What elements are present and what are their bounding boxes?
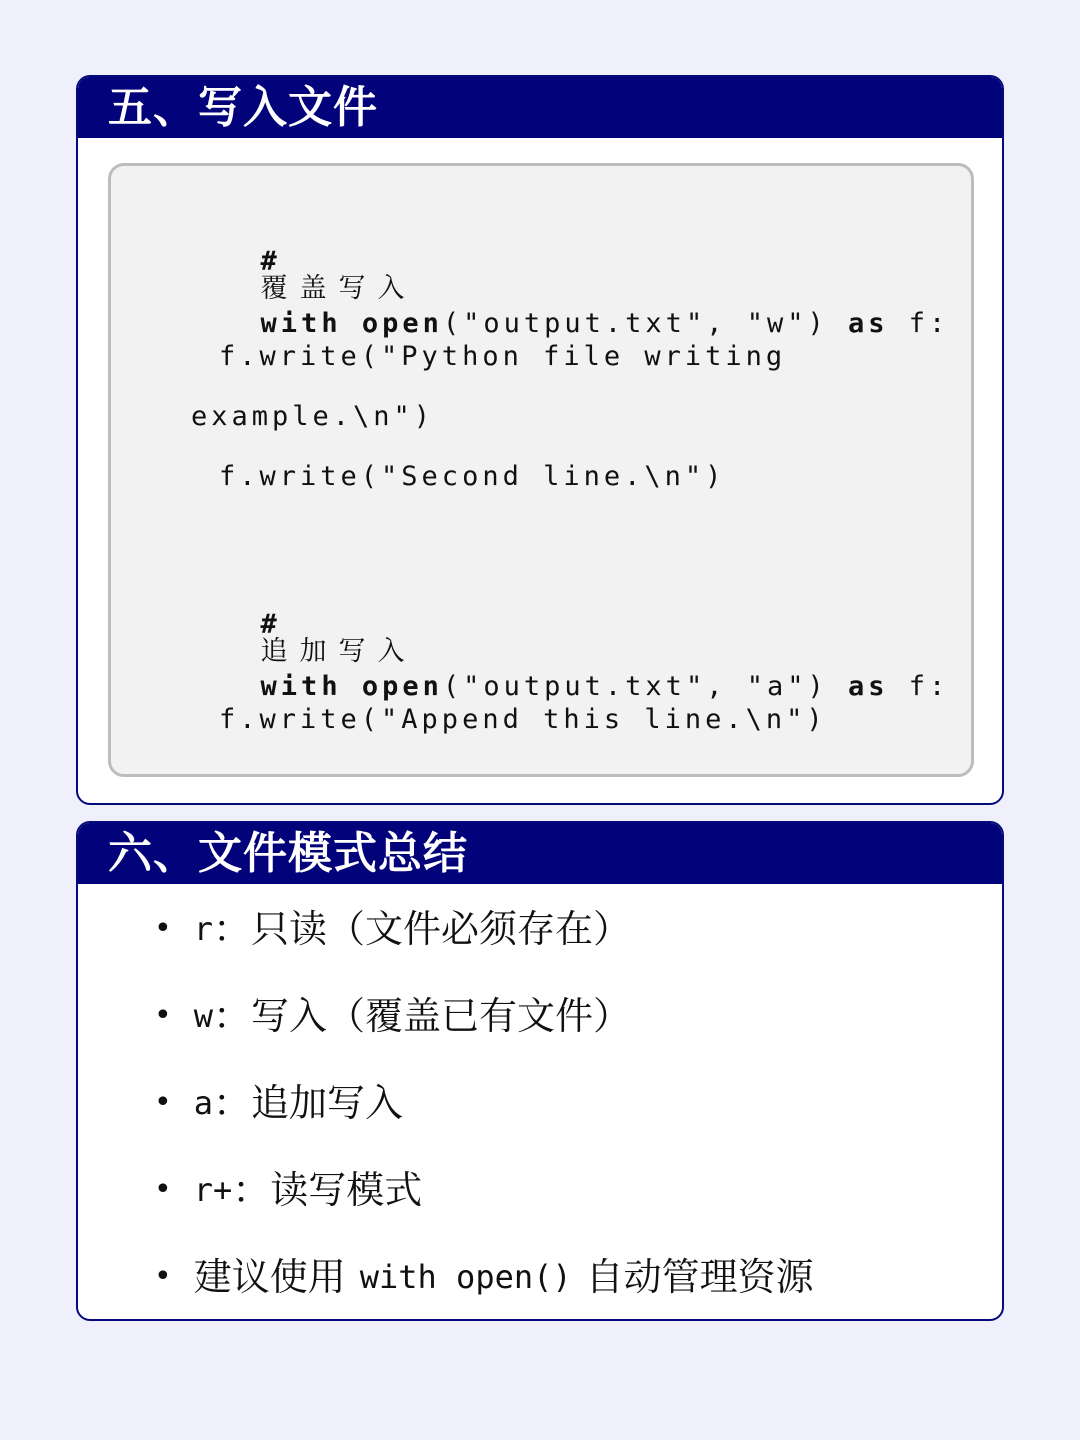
bullet-icon: • xyxy=(154,1085,172,1120)
section-title: 五、写入文件 xyxy=(108,81,378,133)
tip-suffix: 自动管理资源 xyxy=(585,1255,814,1299)
list-item xyxy=(154,1168,423,1212)
code-line: with open("output.txt", "a") as f: xyxy=(260,671,950,702)
mode-desc: 追加写入 xyxy=(250,1081,403,1125)
separator: ： xyxy=(232,1168,271,1212)
separator: ： xyxy=(212,1081,251,1125)
mode-desc: 读写模式 xyxy=(270,1168,423,1212)
section-header xyxy=(78,77,1002,138)
tip-code: with open() xyxy=(359,1258,572,1296)
separator: ： xyxy=(212,994,251,1038)
mode-desc: 只读（文件必须存在） xyxy=(250,907,631,951)
section-file-modes xyxy=(76,821,1004,1321)
list-item xyxy=(154,907,631,951)
mode-code: r+ xyxy=(193,1171,233,1209)
bullet-icon: • xyxy=(154,998,172,1033)
mode-desc: 写入（覆盖已有文件） xyxy=(250,994,631,1038)
list-item xyxy=(154,1081,403,1125)
code-block xyxy=(108,163,974,777)
list-item xyxy=(154,994,631,1038)
code-comment: # 覆盖写入 xyxy=(260,246,417,304)
mode-code: w xyxy=(193,997,213,1035)
mode-code: a xyxy=(193,1084,213,1122)
section-title: 六、文件模式总结 xyxy=(108,827,468,879)
code-line: f.write("Python file writing xyxy=(219,341,787,372)
code-comment: # 追加写入 xyxy=(260,609,417,667)
list-item xyxy=(154,1255,814,1299)
code-line: example.\n") xyxy=(191,401,435,432)
bullet-icon: • xyxy=(154,1172,172,1207)
code-line: f.write("Second line.\n") xyxy=(219,461,726,492)
section-write-file xyxy=(76,75,1004,805)
section-header xyxy=(78,823,1002,884)
bullet-icon: • xyxy=(154,911,172,946)
tip-prefix: 建议使用 xyxy=(193,1255,346,1299)
bullet-icon: • xyxy=(154,1259,172,1294)
separator: ： xyxy=(212,907,251,951)
code-line: with open("output.txt", "w") as f: xyxy=(260,308,950,339)
code-line: f.write("Append this line.\n") xyxy=(219,704,827,735)
mode-code: r xyxy=(193,910,213,948)
